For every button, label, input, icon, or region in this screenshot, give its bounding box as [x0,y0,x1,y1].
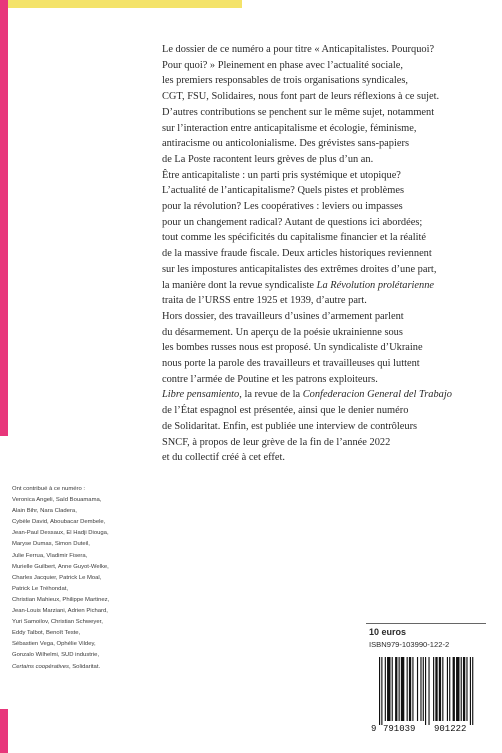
contributor-line: Yuri Samoilov, Christian Schweyer, [12,619,103,626]
contributor-line: Cybèle David, Aboubacar Dembele, [12,519,106,526]
barcode-bar [417,657,418,721]
contributor-line: Patrick Le Tréhondat, [12,585,68,592]
blurb-line: sur les impostures anticapitalistes des extrêmes droites d’une part, [162,263,437,275]
blurb-line: CGT, FSU, Solidaires, nous font part de leurs réflexions à ce sujet. [162,91,440,103]
blurb-line [162,278,492,294]
barcode-bar [461,657,462,721]
blurb-line: de l’État espagnol est présentée, ainsi que le denier numéro [162,405,409,417]
blurb-line: D’autres contributions se penchent sur le même sujet, notamment [162,106,435,118]
journal-title: Libre pensamiento [162,389,240,401]
back-cover-blurb [162,42,492,466]
blurb-line: nous porte la parole des travailleurs et travailleuses qui luttent [162,358,420,370]
blurb-line: Pour quoi? » Pleinement en phase avec l’actualité sociale, [162,59,403,71]
blurb-line: les bombes russes nous est proposé. Un syndicaliste d’Ukraine [162,342,423,354]
barcode-bar [425,657,426,725]
barcode-digit-lead: 9 [371,724,377,733]
contributor-line: Sébastien Vega, Ophélie Vildey, [12,641,96,648]
barcode-bar [439,657,441,721]
barcode-bar [409,657,411,721]
barcode-bar [420,657,421,721]
barcode-bar [387,657,390,721]
blurb-line: et du collectif créé à cet effet. [162,452,285,464]
left-pink-bar [0,0,8,436]
contributor-line: Jean-Paul Dessaux, El Hadji Diouga, [12,530,109,537]
contributor-line: Alain Bihr, Nara Cladera, [12,508,77,515]
blurb-line: tout comme les spécificités du capitalisme financier et la réalité [162,232,426,244]
contributor-italic: Certains coopératives [12,663,69,670]
barcode-bar [401,657,404,721]
blurb-line: Être anticapitaliste : un parti pris systémique et utopique? [162,169,401,181]
barcode-bar [466,657,467,721]
blurb-text: , la revue de la [239,389,301,401]
organization-name: Confederacion General del Trabajo [302,389,452,401]
barcode-bar [447,657,448,721]
barcode-bar [385,657,386,721]
blurb-line: antiracisme ou anticolonialisme. Des grévistes sans-papiers [162,138,409,150]
blurb-line: pour la révolution? Les coopératives : leviers ou impasses [162,201,403,213]
contributor-line: Eddy Talbot, Benoît Teste, [12,630,81,637]
contributors-list [12,484,164,673]
blurb-line: L’actualité de l’anticapitalisme? Quels pistes et problèmes [162,185,404,197]
blurb-line: sur l’interaction entre anticapitalisme et écologie, féminisme, [162,122,417,134]
contributor-text: , Solidaritat. [68,663,101,670]
barcode-bar [407,657,408,721]
contributor-line: Gonzalo Wilhelmi, SUD industrie, [12,652,100,659]
barcode-bar [470,657,471,725]
contributor-line: Murielle Guilbert, Anne Guyot-Welke, [12,563,109,570]
barcode-bar [428,657,429,725]
contributors-heading: Ont contribué à ce numéro : [12,486,86,492]
barcode-digits-group2: 901222 [434,724,467,733]
blurb-line: Hors dossier, des travailleurs d’usines d’armement parlent [162,310,404,322]
barcode-bar [381,657,382,725]
left-pink-bar-bottom [0,709,8,753]
barcode-bar [433,657,434,721]
barcode-bar [423,657,424,721]
blurb-line: SNCF, à propos de leur grève de la fin de l’année 2022 [162,436,391,448]
isbn-label: ISBN979-103990-122-2 [369,640,450,649]
blurb-line: pour un changement radical? Autant de questions ici abordées; [162,216,423,228]
barcode-bar [395,657,397,721]
journal-title: La Révolution prolétarienne [316,279,435,291]
blurb-line [162,387,492,403]
blurb-line: traita de l’URSS entre 1925 et 1939, d’autre part. [162,295,367,307]
barcode-bar [442,657,443,721]
price-label: 10 euros [369,627,407,637]
contributor-line: Julie Ferrua, Vladimir Fisera, [12,552,88,559]
barcode-bar [392,657,393,721]
barcode-bar [472,657,473,725]
price-divider [366,623,486,624]
blurb-line: les premiers responsables de trois organisations syndicales, [162,75,408,87]
blurb-text: la manière dont la revue syndicaliste [162,279,315,291]
barcode-digits-group1: 791039 [383,724,416,733]
barcode-bar [456,657,459,721]
barcode-bars [379,657,473,725]
contributor-line: Christian Mahieux, Philippe Martinez, [12,596,110,603]
contributor-line [12,662,164,673]
contributor-line: Maryse Dumas, Simon Duteil, [12,541,90,548]
barcode-bar [435,657,437,721]
barcode-bar [449,657,450,721]
blurb-line: de la massive fraude fiscale. Deux articles historiques reviennent [162,248,432,260]
barcode-bar [379,657,380,725]
blurb-line: du désarmement. Un aperçu de la poésie ukrainienne sous [162,326,403,338]
blurb-line: de La Poste racontent leurs grèves de plus d’un an. [162,153,374,165]
isbn-barcode [370,655,488,733]
barcode-bar [412,657,413,721]
top-yellow-stripe [0,0,242,8]
contributor-line: Charles Jacquier, Patrick Le Moal, [12,574,102,581]
blurb-line: Le dossier de ce numéro a pour titre « Anticapitalistes. Pourquoi? [162,44,435,55]
contributor-line: Veronica Angeli, Saïd Bouamama, [12,497,102,504]
contributor-line: Jean-Louis Marziani, Adrien Pichard, [12,608,108,615]
barcode-bar [463,657,465,721]
barcode-bar [399,657,400,721]
blurb-line: de Solidaritat. Enfin, est publiée une interview de contrôleurs [162,420,418,432]
barcode-bar [453,657,455,721]
blurb-line: contre l’armée de Poutine et les patrons exploiteurs. [162,373,378,385]
